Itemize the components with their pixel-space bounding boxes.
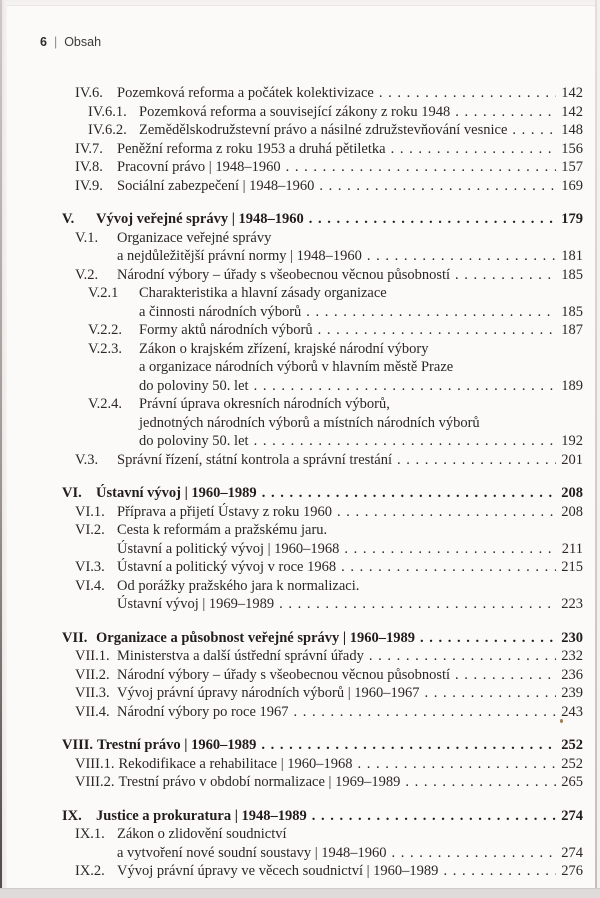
- entry-title-line: Charakteristika a hlavní zásady organizace: [139, 285, 387, 301]
- entry-title-line: Organizace veřejné správy: [117, 229, 272, 246]
- entry-page-number: 252: [561, 737, 583, 753]
- entry-body: [117, 266, 583, 285]
- entry-body: [117, 825, 583, 862]
- entry-number: IV.6.1.: [88, 103, 127, 120]
- entry-last-line: [139, 321, 583, 340]
- toc-section: [0, 484, 583, 614]
- page-title: Obsah: [64, 35, 102, 49]
- dot-leader: [341, 558, 556, 577]
- entry-last-line: [117, 451, 583, 470]
- entry-title-line: a nejdůležitější právní normy | 1948–1960: [117, 248, 362, 264]
- entry-title-line: Zákon o zlidovění soudnictví: [117, 826, 287, 842]
- entry-title-line: Národní výbory – úřady s všeobecnou věcnou působností: [117, 266, 451, 283]
- toc-entry: [0, 736, 583, 755]
- toc-entry: [0, 521, 583, 558]
- entry-number: V.: [62, 211, 75, 227]
- dot-leader: [357, 755, 556, 774]
- entry-page-number: 232: [561, 648, 583, 664]
- dot-leader: [254, 432, 556, 451]
- entry-page-number: 243: [561, 703, 583, 720]
- entry-last-line: [96, 484, 583, 503]
- entry-last-line: [117, 540, 583, 559]
- entry-number: IV.9.: [75, 177, 103, 194]
- toc-entry: [0, 395, 583, 451]
- entry-body: [117, 503, 583, 522]
- entry-title-line: Ústavní vývoj | 1960–1989: [96, 485, 257, 501]
- photo-bottom-edge: [0, 888, 600, 898]
- dot-leader: [455, 103, 556, 122]
- photo-top-edge: [0, 0, 600, 6]
- entry-number: VII.3.: [75, 685, 110, 701]
- dot-leader: [337, 503, 556, 522]
- entry-body: [96, 629, 583, 648]
- dot-leader: [405, 773, 556, 792]
- entry-number: VI.4.: [75, 577, 105, 594]
- entry-number: VII.1.: [75, 648, 110, 664]
- entry-body: [117, 177, 583, 196]
- entry-page-number: 201: [561, 451, 583, 468]
- entry-page-number: 223: [561, 596, 583, 612]
- entry-page-number: 142: [561, 85, 583, 101]
- entry-title-line: Pozemková reforma a počátek kolektivizace: [117, 85, 374, 101]
- entry-last-line: [139, 303, 583, 322]
- entry-title-line: do poloviny 50. let: [139, 377, 249, 394]
- dot-leader: [309, 210, 556, 229]
- toc-entry: [0, 177, 583, 196]
- entry-last-line: [118, 773, 583, 792]
- entry-last-line: [117, 503, 583, 522]
- toc-entry: [0, 229, 583, 266]
- entry-page-number: 276: [561, 863, 583, 879]
- entry-title-line: Pracovní právo | 1948–1960: [117, 159, 281, 175]
- toc-entry: [0, 862, 583, 881]
- entry-page-number: 236: [561, 666, 583, 683]
- entry-page-number: 187: [561, 322, 583, 338]
- entry-number: IX.2.: [75, 863, 105, 879]
- dot-leader: [379, 84, 556, 103]
- toc-entry: [0, 121, 583, 140]
- entry-number: VIII.1.: [75, 755, 115, 772]
- toc-entry: [0, 321, 583, 340]
- entry-last-line: [96, 210, 583, 229]
- entry-title-line: Ústavní vývoj | 1969–1989: [117, 596, 275, 612]
- entry-number: VIII.: [62, 737, 94, 753]
- entry-number: VII.: [62, 629, 88, 646]
- entry-page-number: 179: [561, 211, 583, 227]
- entry-number: V.2.3.: [88, 340, 122, 357]
- entry-page-number: 274: [561, 844, 583, 861]
- entry-title-line: a vytvoření nové soudní soustavy | 1948–1960: [117, 844, 387, 861]
- entry-number: V.3.: [75, 451, 99, 468]
- entry-number: V.2.2.: [88, 322, 122, 338]
- entry-last-line: [117, 684, 583, 703]
- dot-leader: [455, 666, 556, 685]
- toc-entry: [0, 284, 583, 321]
- entry-body: [117, 158, 583, 177]
- entry-title-line: Sociální zabezpečení | 1948–1960: [117, 177, 315, 194]
- toc-entry: [0, 807, 583, 826]
- entry-last-line: [117, 595, 583, 614]
- entry-number: VI.2.: [75, 522, 105, 538]
- entry-title-line: Správní řízení, státní kontrola a správní trestání: [117, 451, 393, 468]
- entry-page-number: 208: [561, 485, 583, 501]
- dot-leader: [425, 684, 556, 703]
- entry-page-number: 156: [561, 140, 583, 157]
- entry-last-line: [117, 703, 583, 722]
- entry-title-line: Vývoj právní úpravy ve věcech soudnictví | 1960–1989: [117, 863, 439, 879]
- entry-body: [96, 807, 583, 826]
- toc-entry: [0, 451, 583, 470]
- entry-body: [117, 647, 583, 666]
- entry-page-number: 148: [561, 122, 583, 138]
- entry-last-line: [117, 247, 583, 266]
- entry-title-line: Trestní právo | 1960–1989: [97, 737, 257, 753]
- entry-title-line: a činnosti národních výborů: [139, 303, 302, 320]
- entry-body: [118, 755, 583, 774]
- toc-section: [0, 629, 583, 722]
- entry-body: [118, 773, 583, 792]
- toc-entry: [0, 103, 583, 122]
- entry-number: IX.: [62, 807, 82, 824]
- entry-body: [139, 395, 583, 451]
- entry-number: V.1.: [75, 229, 99, 246]
- page-number: 6: [40, 35, 47, 49]
- dot-leader: [319, 177, 556, 196]
- entry-title-line: Zemědělskodružstevní právo a násilné združstevňování vesnice: [139, 122, 508, 138]
- entry-page-number: 274: [561, 807, 583, 824]
- toc-entry: [0, 340, 583, 396]
- dot-leader: [294, 703, 556, 722]
- entry-title-line: do poloviny 50. let: [139, 433, 249, 449]
- entry-title-line: Národní výbory – úřady s všeobecnou věcnou působností: [117, 666, 451, 683]
- entry-title-line: Právní úprava okresních národních výborů,: [139, 396, 390, 412]
- entry-last-line: [117, 666, 583, 685]
- entry-title-line: Ministerstva a další ústřední správní úřady: [117, 648, 364, 664]
- entry-last-line: [139, 432, 583, 451]
- toc-entry: [0, 484, 583, 503]
- entry-page-number: 157: [561, 159, 583, 175]
- entry-body: [139, 103, 583, 122]
- entry-number: V.2.: [75, 266, 99, 283]
- dot-leader: [391, 140, 556, 159]
- entry-number: VIII.2.: [75, 774, 115, 790]
- entry-number: IV.8.: [75, 159, 103, 175]
- entry-last-line: [139, 103, 583, 122]
- entry-number: VI.3.: [75, 559, 105, 575]
- dot-leader: [262, 484, 556, 503]
- entry-last-line: [117, 84, 583, 103]
- toc-entry: [0, 773, 583, 792]
- entry-title-line: Ústavní a politický vývoj v roce 1968: [117, 559, 337, 575]
- dot-leader: [279, 595, 556, 614]
- entry-number: IV.6.: [75, 85, 103, 101]
- entry-last-line: [96, 629, 583, 648]
- entry-last-line: [117, 647, 583, 666]
- toc-entry: [0, 558, 583, 577]
- dot-leader: [261, 736, 556, 755]
- entry-page-number: 142: [561, 103, 583, 120]
- entry-title-line: jednotných národních výborů a místních národních výborů: [139, 414, 480, 431]
- entry-body: [139, 321, 583, 340]
- toc-entry: [0, 210, 583, 229]
- entry-title-line: Od porážky pražského jara k normalizaci.: [117, 577, 360, 594]
- toc-entry: [0, 84, 583, 103]
- entry-number: VI.: [62, 485, 82, 501]
- entry-last-line: [96, 807, 583, 826]
- toc-entry: [0, 666, 583, 685]
- dot-leader: [392, 844, 556, 863]
- entry-title-line: Trestní právo v období normalizace | 1969–1989: [118, 774, 401, 790]
- entry-last-line: [139, 377, 583, 396]
- header-separator: |: [53, 35, 58, 49]
- entry-body: [117, 521, 583, 558]
- entry-title-line: Příprava a přijetí Ústavy z roku 1960: [117, 503, 333, 520]
- toc-entry: [0, 629, 583, 648]
- toc-entry: [0, 703, 583, 722]
- entry-page-number: 211: [561, 540, 583, 557]
- entry-page-number: 265: [561, 774, 583, 790]
- entry-number: VI.1.: [75, 503, 105, 520]
- entry-title-line: Justice a prokuratura | 1948–1989: [96, 807, 307, 824]
- toc-entry: [0, 158, 583, 177]
- photo-right-edge-line: [595, 0, 597, 898]
- running-header: [40, 35, 101, 49]
- dot-leader: [420, 629, 556, 648]
- toc: [0, 84, 600, 881]
- entry-body: [97, 736, 583, 755]
- toc-entry: [0, 503, 583, 522]
- entry-body: [117, 684, 583, 703]
- toc-entry: [0, 140, 583, 159]
- dot-leader: [254, 377, 556, 396]
- entry-body: [117, 84, 583, 103]
- toc-entry: [0, 825, 583, 862]
- entry-number: IV.7.: [75, 140, 103, 157]
- entry-body: [117, 703, 583, 722]
- entry-page-number: 185: [561, 303, 583, 320]
- photo-left-edge-line: [0, 0, 2, 898]
- dot-leader: [455, 266, 556, 285]
- entry-number: IX.1.: [75, 826, 105, 842]
- entry-title-line: Organizace a působnost veřejné správy | 1960–1989: [96, 629, 415, 646]
- entry-page-number: 192: [561, 433, 583, 449]
- entry-body: [96, 484, 583, 503]
- toc-entry: [0, 647, 583, 666]
- toc-section: [0, 210, 583, 469]
- entry-number: V.2.4.: [88, 396, 122, 412]
- entry-page-number: 215: [561, 559, 583, 575]
- paper-speck: [560, 719, 563, 723]
- toc-entry: [0, 755, 583, 774]
- toc-section: [0, 807, 583, 881]
- entry-title-line: Vývoj veřejné správy | 1948–1960: [96, 211, 304, 227]
- dot-leader: [286, 158, 556, 177]
- toc-entry: [0, 684, 583, 703]
- entry-title-line: Pozemková reforma a související zákony z roku 1948: [139, 103, 451, 120]
- dot-leader: [512, 121, 556, 140]
- entry-title-line: Zákon o krajském zřízení, krajské národní výbory: [139, 340, 429, 357]
- entry-last-line: [117, 177, 583, 196]
- dot-leader: [367, 247, 556, 266]
- entry-title-line: a organizace národních výborů v hlavním městě Praze: [139, 359, 454, 375]
- entry-body: [117, 577, 583, 614]
- entry-last-line: [97, 736, 583, 755]
- entry-page-number: 169: [561, 177, 583, 194]
- entry-body: [117, 862, 583, 881]
- entry-title-line: Rekodifikace a rehabilitace | 1960–1968: [118, 755, 353, 772]
- entry-last-line: [118, 755, 583, 774]
- entry-last-line: [117, 140, 583, 159]
- entry-body: [117, 451, 583, 470]
- entry-number: IV.6.2.: [88, 122, 127, 138]
- entry-body: [96, 210, 583, 229]
- entry-title-line: Národní výbory po roce 1967: [117, 703, 289, 720]
- entry-last-line: [117, 266, 583, 285]
- entry-title-line: Cesta k reformám a pražskému jaru.: [117, 522, 328, 538]
- entry-body: [117, 666, 583, 685]
- entry-last-line: [117, 558, 583, 577]
- entry-body: [139, 284, 583, 321]
- entry-page-number: 230: [561, 629, 583, 646]
- entry-body: [139, 340, 583, 396]
- toc-section: [0, 736, 583, 792]
- entry-body: [139, 121, 583, 140]
- toc-entry: [0, 266, 583, 285]
- entry-number: VII.2.: [75, 666, 110, 683]
- dot-leader: [443, 862, 556, 881]
- entry-page-number: 189: [561, 377, 583, 394]
- dot-leader: [397, 451, 556, 470]
- entry-title-line: Peněžní reforma z roku 1953 a druhá pětiletka: [117, 140, 386, 157]
- entry-last-line: [117, 862, 583, 881]
- dot-leader: [306, 303, 556, 322]
- dot-leader: [312, 807, 556, 826]
- entry-body: [117, 140, 583, 159]
- entry-page-number: 208: [561, 503, 583, 520]
- toc-entry: [0, 577, 583, 614]
- entry-page-number: 239: [561, 685, 583, 701]
- entry-page-number: 181: [561, 248, 583, 264]
- entry-page-number: 252: [561, 755, 583, 772]
- entry-last-line: [139, 121, 583, 140]
- toc-section: [0, 84, 583, 195]
- entry-page-number: 185: [561, 266, 583, 283]
- entry-number: V.2.1: [88, 285, 119, 301]
- entry-last-line: [117, 158, 583, 177]
- entry-number: VII.4.: [75, 703, 110, 720]
- entry-title-line: Vývoj právní úpravy národních výborů | 1960–1967: [117, 685, 420, 701]
- entry-title-line: Formy aktů národních výborů: [139, 322, 313, 338]
- entry-body: [117, 229, 583, 266]
- entry-last-line: [117, 844, 583, 863]
- dot-leader: [318, 321, 556, 340]
- entry-title-line: Ústavní a politický vývoj | 1960–1968: [117, 540, 340, 557]
- dot-leader: [344, 540, 556, 559]
- entry-body: [117, 558, 583, 577]
- dot-leader: [369, 647, 556, 666]
